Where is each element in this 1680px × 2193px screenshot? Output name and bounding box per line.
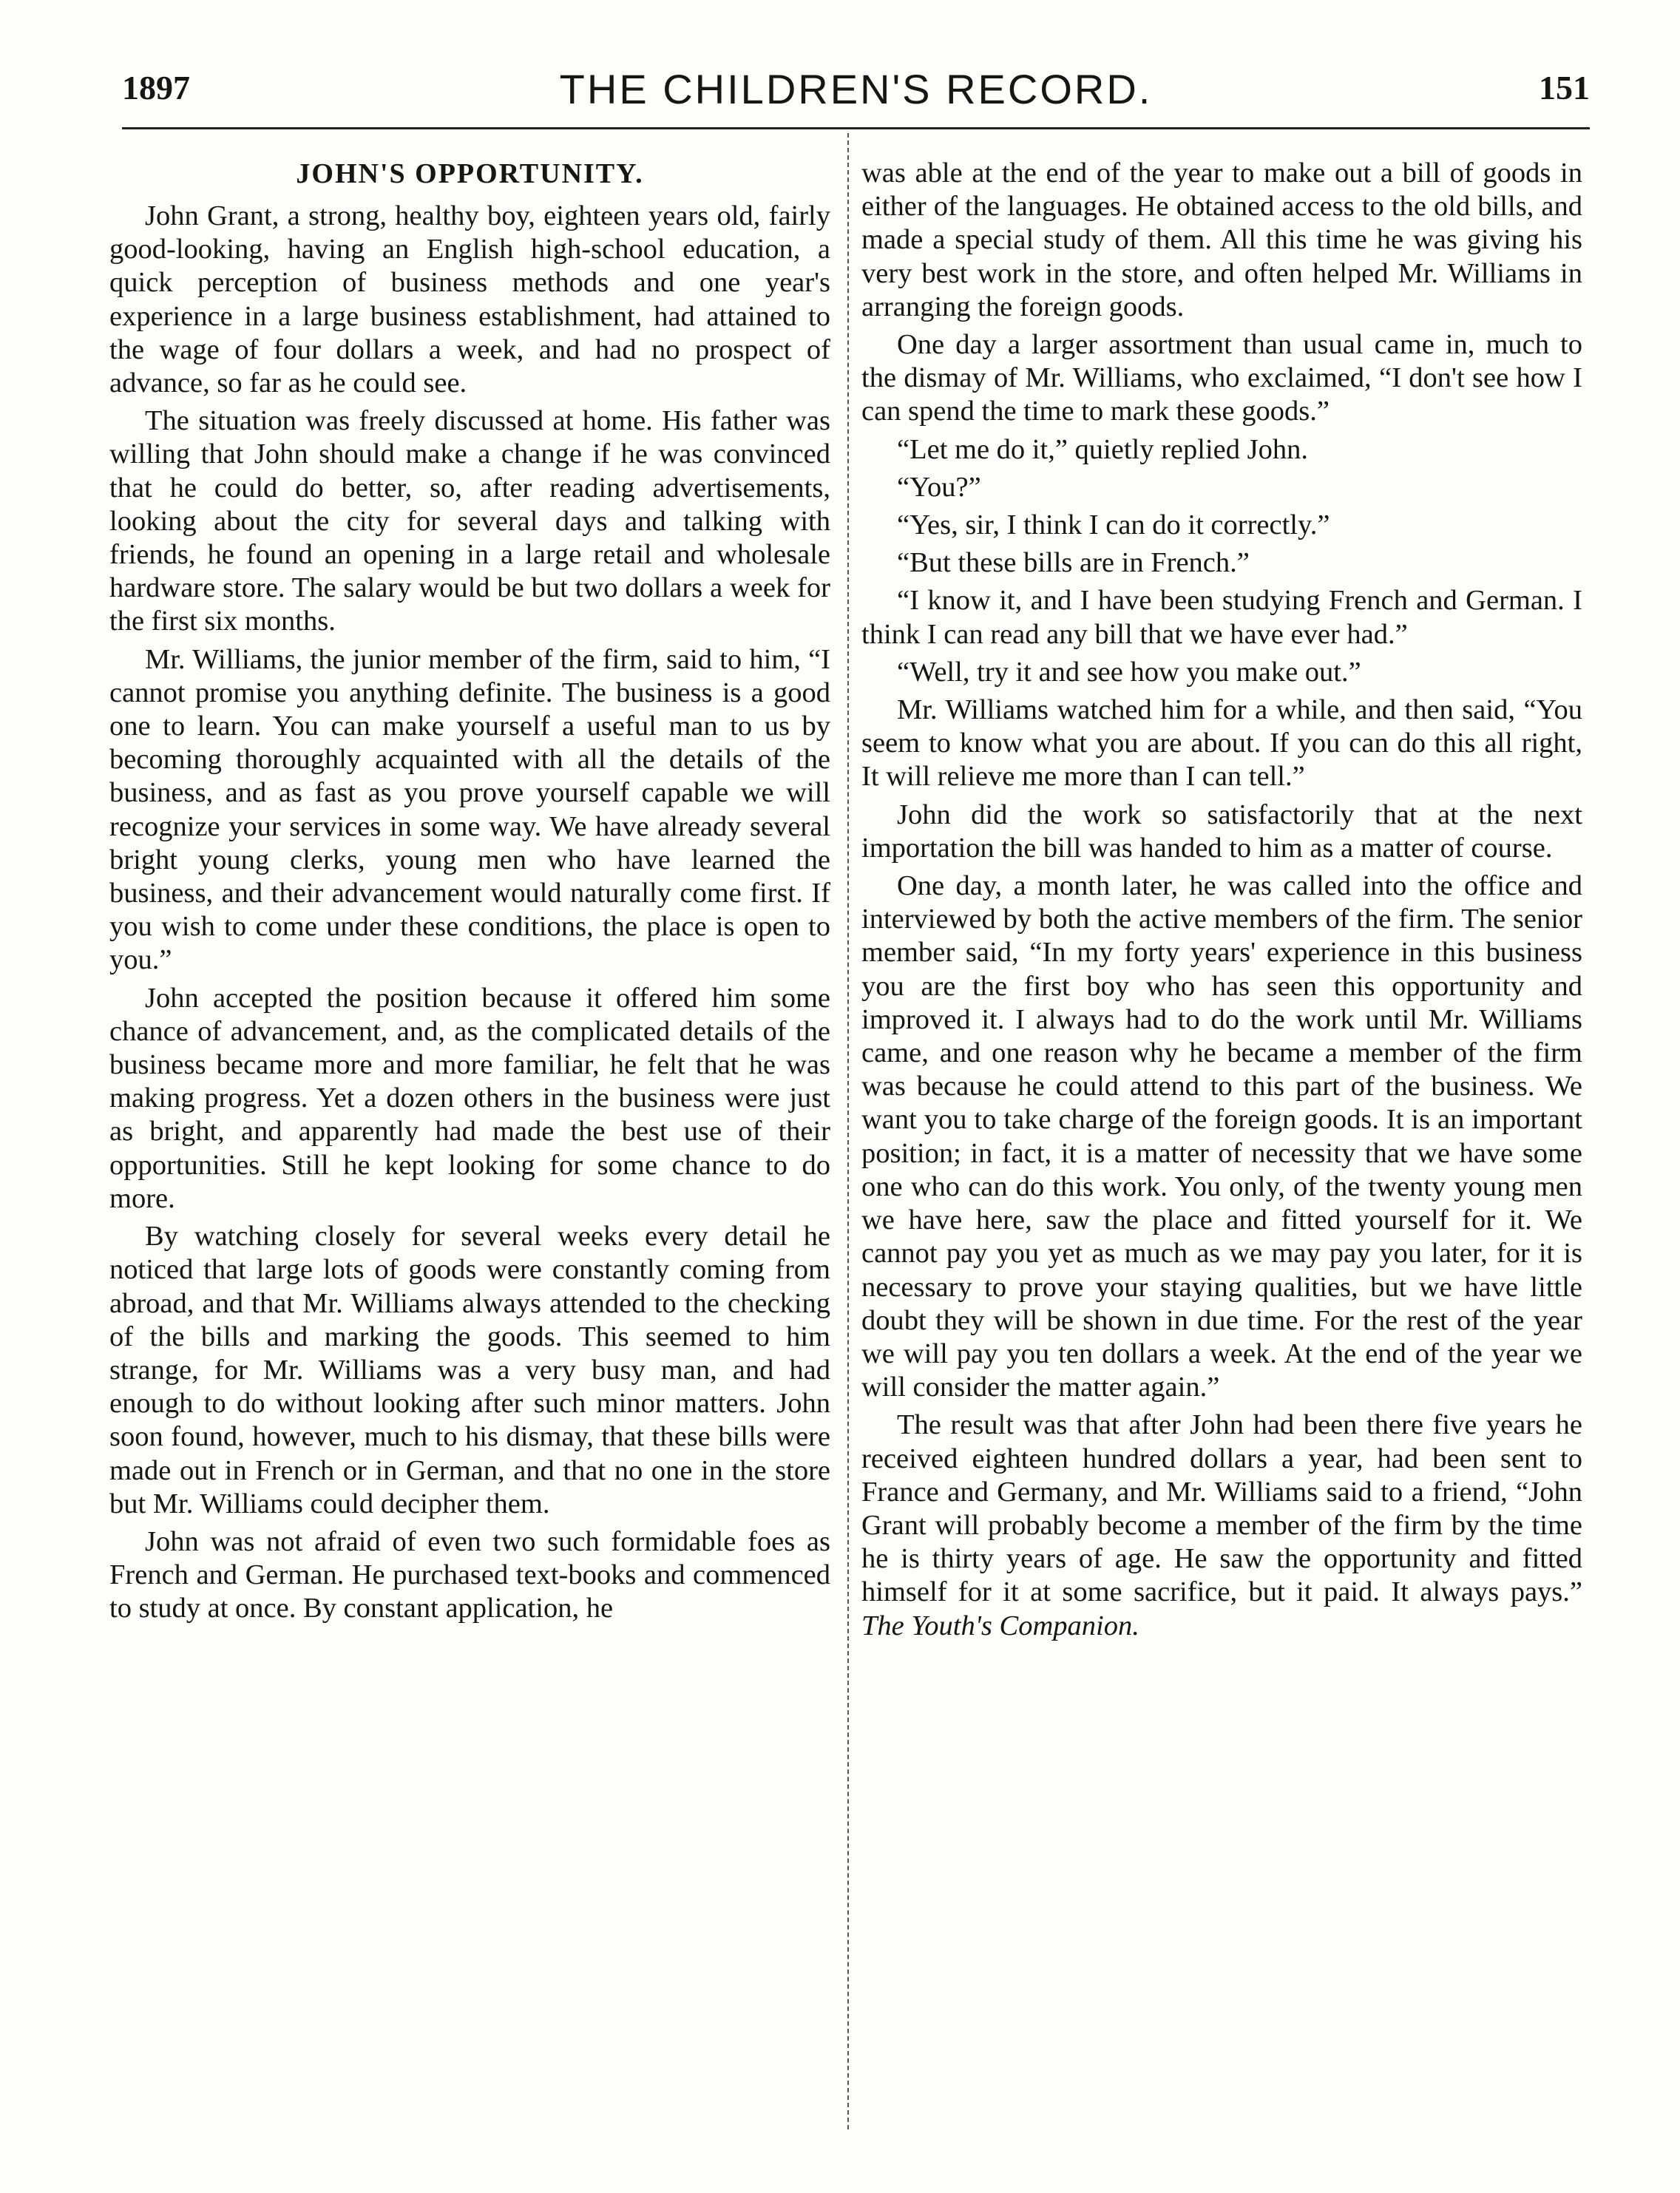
right-column [861,157,1582,1647]
continued-paragraph: was able at the end of the year to make out a bill of goods in either of the languages. He obtained access to the old bills, and made a special study of them. All this time he was giving his very best work in the store, and often helped Mr. Williams in arranging the foreign goods. [861,157,1582,322]
running-head [122,65,1590,124]
dialogue-line: “You?” [897,471,981,503]
dialogue-line: “Well, try it and see how you make out.” [897,656,1361,688]
article-paragraph: John was not afraid of even two such formidable foes as French and German. He purchased text-books and commenced to study at once. By constant application, he [109,1525,830,1624]
header-rule [122,127,1590,129]
source-credit: The Youth's Companion. [861,1610,1139,1641]
article-paragraph: John accepted the position because it offered him some chance of advancement, and, as the complicated details of the business became more and more familiar, he felt that he was making progress. Yet a dozen others in the business were just as bright, and apparently had made the best use of their opportunities. Still he kept looking for some chance to do more. [109,982,830,1214]
column-divider [847,133,849,2129]
closing-text: The result was that after John had been there five years he received eighteen hundred dollars a year, had been sent to France and Germany, and Mr. Williams said to a friend, “John Grant will probably become a member of the firm by the time he is thirty years of age. He saw the opportunity and fitted himself for it at some sacrifice, but it paid. It always pays.” [861,1409,1582,1608]
publication-title: THE CHILDREN'S RECORD. [559,66,1153,112]
article-paragraph: One day, a month later, he was called into the office and interviewed by both the active members of the firm. The senior member said, “In my forty years' experience in this business you are the first boy who has seen this opportunity and improved it. I always had to do the work until Mr. Williams came, and one reason why he became a member of the firm was because he could attend to this part of the business. We want you to take charge of the foreign goods. It is an important position; in fact, it is a matter of necessity that we have some one who can do this work. You only, of the twenty young men we have here, saw the place and fitted yourself for it. We cannot pay you yet as much as we may pay you later, for it is necessary to prove your staying qualities, but we have little doubt they will be shown in due time. For the rest of the year we will pay you ten dollars a week. At the end of the year we will consider the matter again.” [861,870,1582,1403]
header-year: 1897 [122,69,190,106]
article-paragraph: Mr. Williams, the junior member of the firm, said to him, “I cannot promise you anything definite. The business is a good one to learn. You can make yourself a useful man to us by becoming thoroughly acquainted with all the details of the business, and as fast as you prove yourself capable we will recognize your services in some way. We have already several bright young clerks, young men who have learned the business, and their advancement would naturally come first. If you wish to come under these conditions, the place is open to you.” [109,643,830,976]
article-paragraph: The situation was freely discussed at home. His father was willing that John should make a change if he was convinced that he could do better, so, after reading advertisements, looking about the city for several days and talking with friends, he found an opening in a large retail and wholesale hardware store. The salary would be but two dollars a week for the first six months. [109,405,830,637]
article-heading: JOHN'S OPPORTUNITY. [296,158,644,189]
dialogue-line: “Yes, sir, I think I can do it correctly.” [897,509,1330,541]
closing-paragraph [861,1409,1582,1642]
page-number: 151 [1539,69,1590,106]
article-paragraph: Mr. Williams watched him for a while, and then said, “You seem to know what you are about. If you can do this all right, It will relieve me more than I can tell.” [861,694,1582,793]
dialogue-line: “But these bills are in French.” [897,547,1250,579]
article-paragraph: John did the work so satisfactorily that at the next importation the bill was handed to him as a matter of course. [861,799,1582,864]
left-column [109,157,830,1630]
article-paragraph: One day a larger assortment than usual came in, much to the dismay of Mr. Williams, who exclaimed, “I don't see how I can spend the time to mark these goods.” [861,329,1582,427]
dialogue-line: “I know it, and I have been studying French and German. I think I can read any bill that we have ever had.” [861,585,1582,650]
dialogue-line: “Let me do it,” quietly replied John. [897,433,1308,465]
article-paragraph: John Grant, a strong, healthy boy, eighteen years old, fairly good-looking, having an English high-school education, a quick perception of business methods and one year's experience in a large business establishment, had attained to the wage of four dollars a week, and had no prospect of advance, so far as he could see. [109,200,830,399]
article-paragraph: By watching closely for several weeks every detail he noticed that large lots of goods were constantly coming from abroad, and that Mr. Williams always attended to the checking of the bills and marking the goods. This seemed to him strange, for Mr. Williams was a very busy man, and had enough to do without looking after such minor matters. John soon found, however, much to his dismay, that these bills were made out in French or in German, and that no one in the store but Mr. Williams could decipher them. [109,1221,830,1519]
